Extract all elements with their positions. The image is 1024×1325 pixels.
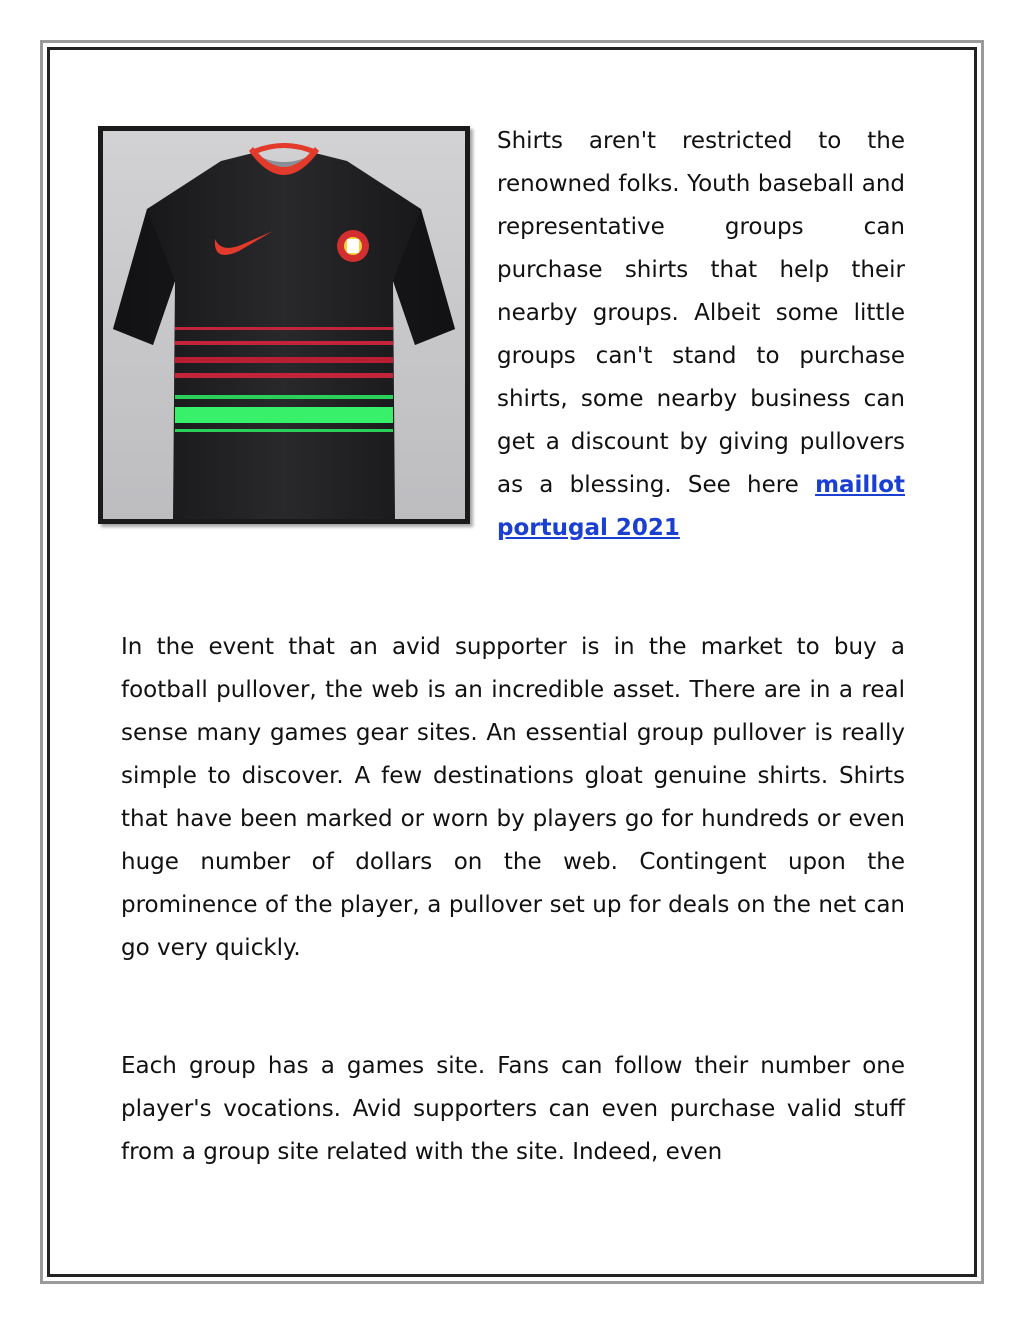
body-paragraph-1: In the event that an avid supporter is in the market to buy a football pullover, the web is an incredible asset. There are in a real sense many games gear sites. An essential group pullover is really simple to discover. A few destinations gloat genuine shirts. Shirts that have been marked or worn by players go for hundreds or even huge number of dollars on the web. Contingent upon the prominence of the player, a pullover set up for deals on the net can go very quickly.: [121, 634, 905, 961]
intro-text: Shirts aren't restricted to the renowned folks. Youth baseball and representative groups can purchase shirts that help their nearby groups. Albeit some little groups can't stand to purchase shirts, some nearby business can get a discount by giving pullovers as a blessing. See here: [497, 128, 905, 498]
maillot-portugal-link[interactable]: maillot portugal 2021: [497, 472, 905, 541]
jersey-photo: [98, 126, 470, 524]
body-paragraph-2: Each group has a games site. Fans can follow their number one player's vocations. Avid supporters can even purchase valid stuff from a group site related with the site. Indeed, even: [121, 1053, 905, 1165]
football-jersey-icon: [103, 131, 465, 519]
intro-paragraph: [497, 120, 905, 550]
